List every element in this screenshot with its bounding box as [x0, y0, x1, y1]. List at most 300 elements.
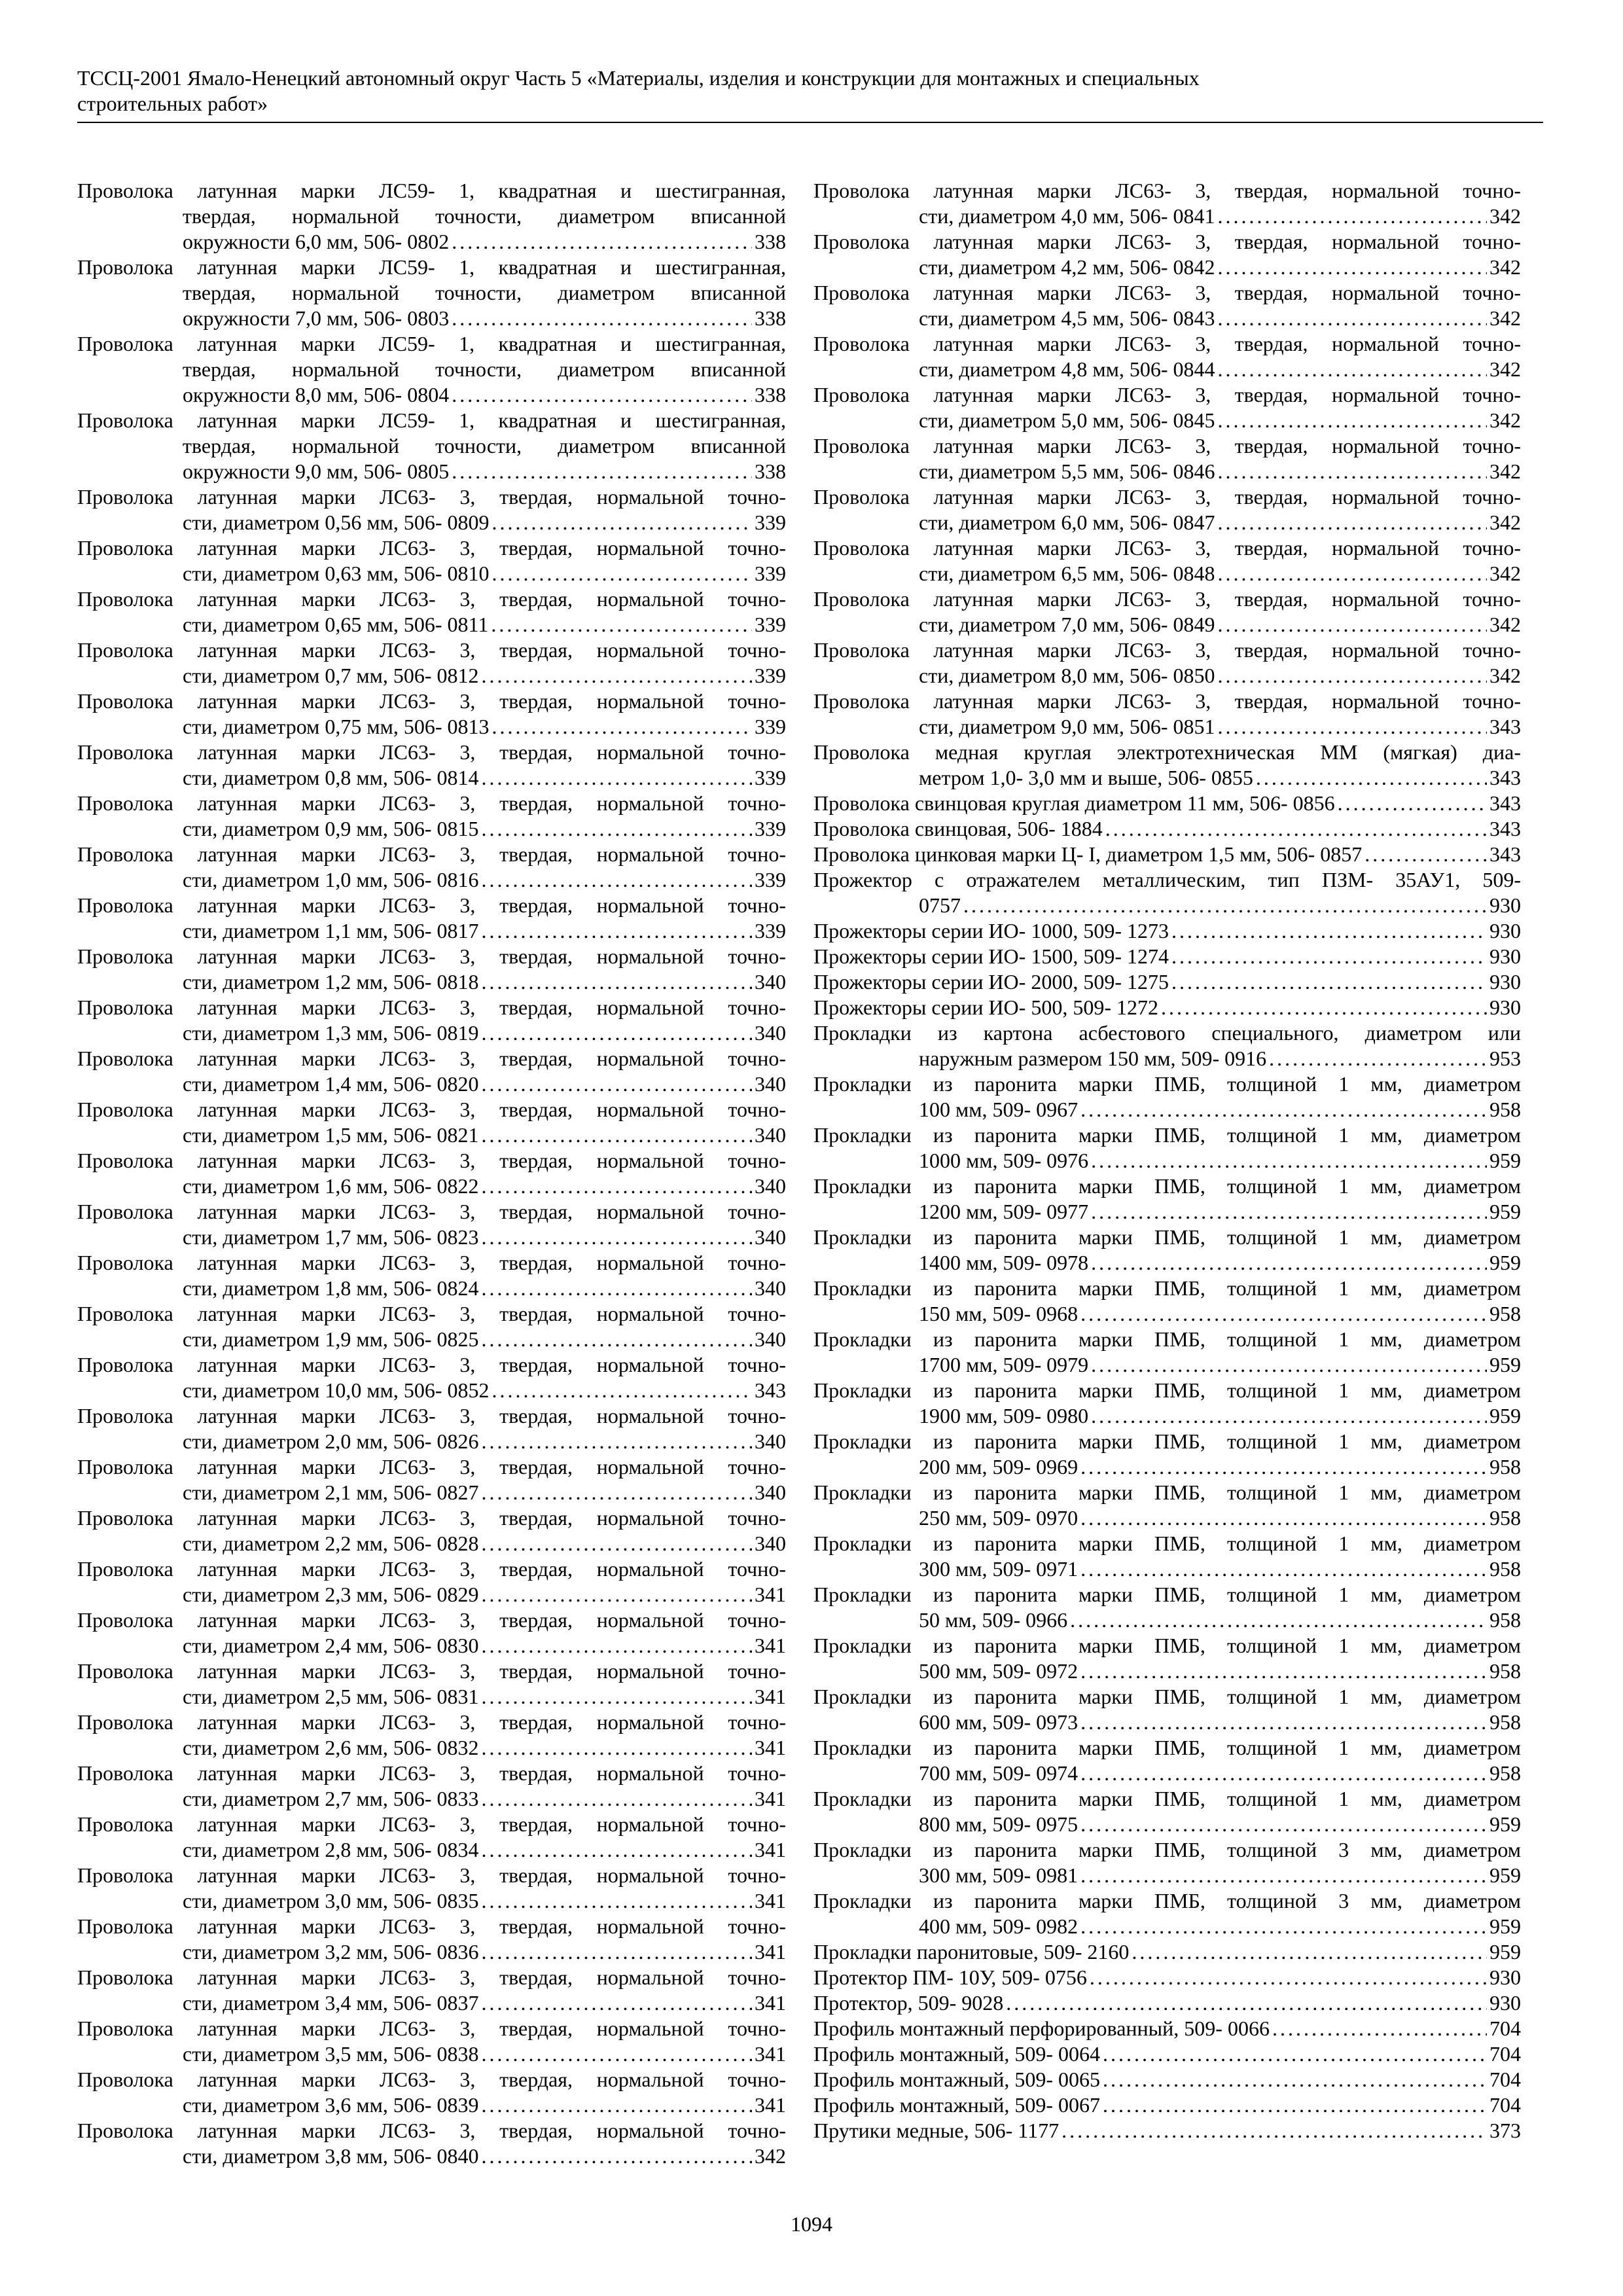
entry-text-line: Проволока латунная марки ЛС63- 3, твердая, нормальной точно- — [77, 1761, 786, 1785]
entry-text: сти, диаметром 0,8 мм, 506- 0814 — [183, 766, 479, 789]
index-entry — [77, 1403, 786, 1454]
entry-text: сти, диаметром 1,6 мм, 506- 0822 — [183, 1174, 479, 1198]
entry-text: сти, диаметром 0,65 мм, 506- 0811 — [183, 613, 489, 636]
index-entry — [813, 1531, 1521, 1582]
entry-page-ref: 341 — [755, 1787, 786, 1810]
dot-leader — [1171, 944, 1487, 969]
entry-last-line — [813, 204, 1521, 229]
dot-leader — [1070, 1607, 1487, 1633]
dot-leader — [1080, 1659, 1487, 1684]
entry-last-line — [813, 918, 1521, 944]
entry-text: 250 мм, 509- 0970 — [919, 1506, 1079, 1530]
entry-text: сти, диаметром 1,9 мм, 506- 0825 — [183, 1327, 479, 1351]
entry-page-ref: 339 — [755, 562, 786, 585]
entry-page-ref: 339 — [755, 919, 786, 942]
entry-text: 1700 мм, 509- 0979 — [919, 1353, 1089, 1376]
entry-text: сти, диаметром 4,0 мм, 506- 0841 — [919, 204, 1215, 228]
entry-page-ref: 342 — [1489, 255, 1521, 279]
index-entry — [77, 484, 786, 535]
entry-last-line — [77, 1122, 786, 1148]
index-entry — [77, 255, 786, 331]
index-entry — [813, 1684, 1521, 1735]
index-entry — [813, 1786, 1521, 1837]
entry-page-ref: 959 — [1489, 1940, 1521, 1964]
entry-text: сти, диаметром 0,56 мм, 506- 0809 — [183, 511, 490, 534]
entry-text-line: Проволока латунная марки ЛС63- 3, твердая, нормальной точно- — [813, 332, 1521, 355]
entry-page-ref: 704 — [1489, 2068, 1521, 2091]
entry-last-line — [77, 612, 786, 637]
entry-text: 1400 мм, 509- 0978 — [919, 1251, 1089, 1274]
dot-leader — [1218, 663, 1487, 689]
entry-page-ref: 342 — [1489, 357, 1521, 381]
index-entry — [813, 1582, 1521, 1633]
dot-leader — [1091, 1403, 1487, 1429]
entry-page-ref: 340 — [755, 1174, 786, 1198]
entry-page-ref: 339 — [755, 766, 786, 789]
entry-page-ref: 342 — [1489, 613, 1521, 636]
index-entry — [813, 1735, 1521, 1786]
dot-leader — [1103, 2041, 1487, 2067]
dot-leader — [482, 1582, 752, 1607]
entry-text: сти, диаметром 1,5 мм, 506- 0821 — [183, 1123, 479, 1147]
dot-leader — [1080, 1812, 1487, 1837]
entry-last-line — [77, 1020, 786, 1046]
dot-leader — [492, 510, 752, 535]
entry-page-ref: 930 — [1489, 919, 1521, 942]
index-entry — [813, 842, 1521, 867]
entry-text-line: твердая, нормальной точности, диаметром вписанной — [183, 281, 786, 304]
entry-page-ref: 342 — [1489, 511, 1521, 534]
entry-last-line — [77, 816, 786, 842]
page-header — [77, 65, 1543, 123]
dot-leader — [482, 1327, 752, 1352]
index-entry — [77, 1659, 786, 1710]
entry-last-line — [77, 1429, 786, 1454]
entry-page-ref: 958 — [1489, 1659, 1521, 1683]
dot-leader — [1218, 357, 1487, 382]
entry-text: сти, диаметром 1,1 мм, 506- 0817 — [183, 919, 479, 942]
index-entry — [77, 791, 786, 842]
entry-text: 800 мм, 509- 0975 — [919, 1812, 1079, 1836]
entry-last-line — [813, 791, 1521, 816]
dot-leader — [491, 612, 752, 637]
entry-last-line — [813, 2016, 1521, 2041]
dot-leader — [482, 1735, 752, 1761]
entry-text: сти, диаметром 2,1 мм, 506- 0827 — [183, 1480, 479, 1504]
dot-leader — [482, 1174, 752, 1199]
dot-leader — [1080, 1097, 1487, 1122]
entry-text-line: Проволока латунная марки ЛС63- 3, твердая, нормальной точно- — [77, 1812, 786, 1836]
header-line-1: ТССЦ-2001 Ямало-Ненецкий автономный округ Часть 5 «Материалы, изделия и конструкции для монтажных и специальных — [77, 66, 1200, 90]
entry-page-ref: 959 — [1489, 1812, 1521, 1836]
entry-text: сти, диаметром 1,0 мм, 506- 0816 — [183, 868, 479, 891]
entry-text-line: Проволока латунная марки ЛС63- 3, твердая, нормальной точно- — [77, 2119, 786, 2142]
entry-text-line: Проволока латунная марки ЛС63- 3, твердая, нормальной точно- — [77, 2068, 786, 2091]
entry-text-line: Проволока латунная марки ЛС63- 3, твердая, нормальной точно- — [77, 996, 786, 1019]
entry-text-line: Прокладки из паронита марки ПМБ, толщиной 1 мм, диаметром — [813, 1378, 1521, 1402]
entry-text-line: Проволока латунная марки ЛС63- 3, твердая, нормальной точно- — [77, 1506, 786, 1530]
entry-page-ref: 340 — [755, 1429, 786, 1453]
entry-page-ref: 959 — [1489, 1251, 1521, 1274]
entry-last-line — [813, 1761, 1521, 1786]
index-entry — [77, 1914, 786, 1965]
entry-page-ref: 959 — [1489, 1404, 1521, 1427]
index-entry — [77, 995, 786, 1046]
entry-page-ref: 341 — [755, 1838, 786, 1861]
dot-leader — [1080, 1505, 1487, 1531]
entry-page-ref: 338 — [755, 383, 786, 406]
entry-last-line — [813, 2118, 1521, 2144]
entry-text-line: Проволока латунная марки ЛС59- 1, квадратная и шестигранная, — [77, 255, 786, 279]
dot-leader — [482, 663, 752, 689]
entry-last-line — [77, 969, 786, 995]
entry-last-line — [813, 510, 1521, 535]
dot-leader — [1269, 1046, 1487, 1071]
entry-text-line: Проволока латунная марки ЛС63- 3, твердая, нормальной точно- — [77, 1455, 786, 1479]
entry-text: Профиль монтажный, 509- 0064 — [813, 2042, 1100, 2066]
entry-text: Прутики медные, 506- 1177 — [813, 2119, 1060, 2142]
entry-text-line: Проволока латунная марки ЛС63- 3, твердая, нормальной точно- — [813, 179, 1521, 202]
entry-last-line — [813, 714, 1521, 740]
entry-last-line — [813, 1352, 1521, 1378]
entry-page-ref: 340 — [755, 970, 786, 994]
entry-last-line — [813, 1046, 1521, 1071]
entry-page-ref: 343 — [1489, 715, 1521, 738]
index-entry — [77, 1199, 786, 1250]
entry-last-line — [77, 382, 786, 408]
entry-page-ref: 339 — [755, 613, 786, 636]
entry-last-line — [813, 995, 1521, 1020]
dot-leader — [482, 1531, 752, 1556]
entry-page-ref: 959 — [1489, 1914, 1521, 1938]
entry-last-line — [813, 2092, 1521, 2118]
index-entry — [77, 1607, 786, 1659]
entry-text-line: Прокладки из картона асбестового специального, диаметром или — [813, 1021, 1521, 1045]
entry-page-ref: 930 — [1489, 1991, 1521, 2015]
dot-leader — [1080, 1556, 1487, 1582]
entry-text: сти, диаметром 3,4 мм, 506- 0837 — [183, 1991, 479, 2015]
dot-leader — [1091, 1352, 1487, 1378]
entry-last-line — [77, 2092, 786, 2118]
entry-text: сти, диаметром 1,3 мм, 506- 0819 — [183, 1021, 479, 1045]
entry-text-line: Проволока латунная марки ЛС63- 3, твердая, нормальной точно- — [77, 1098, 786, 1121]
entry-last-line — [813, 944, 1521, 969]
entry-text: окружности 8,0 мм, 506- 0804 — [183, 383, 450, 406]
entry-text: окружности 7,0 мм, 506- 0803 — [183, 306, 450, 330]
index-entry — [77, 637, 786, 689]
entry-text: 150 мм, 509- 0968 — [919, 1302, 1079, 1325]
dot-leader — [1090, 1965, 1487, 1990]
dot-leader — [482, 1429, 752, 1454]
index-entry — [813, 2067, 1521, 2092]
entry-page-ref: 343 — [1489, 817, 1521, 840]
entry-text-line: Проволока латунная марки ЛС63- 3, твердая, нормальной точно- — [77, 1047, 786, 1070]
entry-page-ref: 338 — [755, 230, 786, 253]
index-entry — [77, 535, 786, 586]
dot-leader — [1080, 1710, 1487, 1735]
dot-leader — [482, 816, 752, 842]
entry-last-line — [813, 1863, 1521, 1888]
entry-text: Профиль монтажный перфорированный, 509- 0066 — [813, 2017, 1270, 2040]
dot-leader — [492, 714, 752, 740]
dot-leader — [1091, 1199, 1487, 1225]
index-entry — [813, 791, 1521, 816]
index-entry — [77, 740, 786, 791]
entry-last-line — [813, 255, 1521, 280]
entry-text-line: Проволока латунная марки ЛС63- 3, твердая, нормальной точно- — [813, 638, 1521, 662]
entry-last-line — [77, 459, 786, 484]
entry-text-line: Проволока латунная марки ЛС63- 3, твердая, нормальной точно- — [813, 434, 1521, 457]
index-entry — [813, 331, 1521, 382]
dot-leader — [492, 561, 752, 586]
dot-leader — [482, 1225, 752, 1250]
entry-text-line: Проволока латунная марки ЛС63- 3, твердая, нормальной точно- — [813, 485, 1521, 509]
entry-text: сти, диаметром 9,0 мм, 506- 0851 — [919, 715, 1215, 738]
entry-last-line — [813, 2041, 1521, 2067]
entry-last-line — [813, 2067, 1521, 2092]
entry-text: Проволока свинцовая, 506- 1884 — [813, 817, 1103, 840]
entry-text: окружности 9,0 мм, 506- 0805 — [183, 459, 450, 483]
dot-leader — [482, 1684, 752, 1710]
entry-page-ref: 373 — [1489, 2119, 1521, 2142]
entry-text-line: Проволока латунная марки ЛС63- 3, твердая, нормальной точно- — [813, 230, 1521, 253]
index-entry — [77, 1812, 786, 1863]
entry-text: сти, диаметром 4,8 мм, 506- 0844 — [919, 357, 1215, 381]
entry-text: сти, диаметром 2,6 мм, 506- 0832 — [183, 1736, 479, 1759]
entry-page-ref: 704 — [1489, 2093, 1521, 2117]
index-entry — [813, 535, 1521, 586]
entry-page-ref: 338 — [755, 459, 786, 483]
entry-last-line — [813, 816, 1521, 842]
index-entry — [813, 1888, 1521, 1939]
index-entry — [77, 408, 786, 484]
entry-text-line: Проволока латунная марки ЛС63- 3, твердая, нормальной точно- — [813, 587, 1521, 611]
dot-leader — [1218, 612, 1487, 637]
index-entry — [813, 229, 1521, 280]
entry-text-line: Проволока латунная марки ЛС63- 3, твердая, нормальной точно- — [77, 1251, 786, 1274]
entry-text-line: Прокладки из паронита марки ПМБ, толщиной 1 мм, диаметром — [813, 1072, 1521, 1096]
entry-text: Прожекторы серии ИО- 2000, 509- 1275 — [813, 970, 1169, 994]
entry-last-line — [813, 1454, 1521, 1480]
entry-text: Прожекторы серии ИО- 500, 509- 1272 — [813, 996, 1158, 1019]
entry-page-ref: 342 — [1489, 562, 1521, 585]
entry-last-line — [813, 306, 1521, 331]
entry-text-line: Проволока латунная марки ЛС59- 1, квадратная и шестигранная, — [77, 332, 786, 355]
index-entry — [77, 1505, 786, 1556]
index-entry — [813, 1020, 1521, 1071]
dot-leader — [1105, 816, 1487, 842]
index-entry — [77, 2016, 786, 2067]
entry-page-ref: 340 — [755, 1021, 786, 1045]
index-entry — [77, 1965, 786, 2016]
page-number: 1094 — [791, 2212, 832, 2236]
entry-last-line — [77, 663, 786, 689]
entry-page-ref: 704 — [1489, 2042, 1521, 2066]
entry-text: сти, диаметром 2,3 мм, 506- 0829 — [183, 1583, 479, 1606]
entry-text-line: Проволока латунная марки ЛС63- 3, твердая, нормальной точно- — [813, 689, 1521, 713]
entry-last-line — [77, 561, 786, 586]
entry-text-line: Проволока латунная марки ЛС63- 3, твердая, нормальной точно- — [77, 536, 786, 560]
entry-last-line — [77, 1939, 786, 1965]
index-entry — [813, 2092, 1521, 2118]
entry-text: сти, диаметром 3,8 мм, 506- 0840 — [183, 2144, 479, 2168]
index-entry — [77, 1710, 786, 1761]
dot-leader — [482, 1939, 752, 1965]
index-entry — [77, 1097, 786, 1148]
index-entry — [813, 382, 1521, 433]
entry-text: сти, диаметром 5,0 мм, 506- 0845 — [919, 408, 1215, 432]
entry-page-ref: 338 — [755, 306, 786, 330]
dot-leader — [1080, 1454, 1487, 1480]
entry-last-line — [813, 969, 1521, 995]
entry-page-ref: 930 — [1489, 893, 1521, 917]
entry-page-ref: 340 — [755, 1123, 786, 1147]
entry-text: сти, диаметром 2,8 мм, 506- 0834 — [183, 1838, 479, 1861]
entry-text: сти, диаметром 3,6 мм, 506- 0839 — [183, 2093, 479, 2117]
entry-text-line: твердая, нормальной точности, диаметром вписанной — [183, 434, 786, 457]
entry-page-ref: 341 — [755, 1634, 786, 1657]
entry-text-line: Прокладки из паронита марки ПМБ, толщиной 1 мм, диаметром — [813, 1583, 1521, 1606]
entry-text: сти, диаметром 1,8 мм, 506- 0824 — [183, 1276, 479, 1300]
entry-last-line — [77, 1633, 786, 1659]
entry-last-line — [77, 1837, 786, 1863]
entry-text: сти, диаметром 6,5 мм, 506- 0848 — [919, 562, 1215, 585]
index-entry — [813, 944, 1521, 969]
dot-leader — [1364, 842, 1487, 867]
entry-last-line — [813, 1505, 1521, 1531]
dot-leader — [1080, 1301, 1487, 1327]
entry-page-ref: 958 — [1489, 1557, 1521, 1581]
entry-last-line — [813, 1199, 1521, 1225]
entry-last-line — [77, 918, 786, 944]
index-entry — [77, 1046, 786, 1097]
entry-text-line: твердая, нормальной точности, диаметром вписанной — [183, 357, 786, 381]
index-entry — [77, 586, 786, 637]
entry-last-line — [813, 893, 1521, 918]
index-entry — [813, 1990, 1521, 2016]
entry-text: метром 1,0- 3,0 мм и выше, 506- 0855 — [919, 766, 1253, 789]
dot-leader — [1080, 1761, 1487, 1786]
entry-text: Протектор ПМ- 10У, 509- 0756 — [813, 1965, 1087, 1989]
index-entry — [77, 1454, 786, 1505]
index-entry — [813, 689, 1521, 740]
index-entry — [77, 1352, 786, 1403]
index-entry — [813, 433, 1521, 484]
entry-last-line — [813, 1148, 1521, 1174]
entry-last-line — [813, 1659, 1521, 1684]
index-entry — [813, 1327, 1521, 1378]
entry-last-line — [77, 1888, 786, 1914]
dot-leader — [1218, 459, 1487, 484]
entry-text-line: Проволока латунная марки ЛС63- 3, твердая, нормальной точно- — [77, 638, 786, 662]
index-entry — [813, 867, 1521, 918]
index-entry — [77, 1250, 786, 1301]
entry-text-line: Проволока латунная марки ЛС63- 3, твердая, нормальной точно- — [813, 281, 1521, 304]
dot-leader — [482, 2144, 752, 2169]
entry-page-ref: 342 — [1489, 306, 1521, 330]
entry-text-line: Проволока латунная марки ЛС63- 3, твердая, нормальной точно- — [77, 1710, 786, 1734]
dot-leader — [1218, 714, 1487, 740]
entry-text-line: Прокладки из паронита марки ПМБ, толщиной 1 мм, диаметром — [813, 1532, 1521, 1555]
dot-leader — [1061, 2118, 1487, 2144]
entry-last-line — [77, 2041, 786, 2067]
entry-page-ref: 958 — [1489, 1455, 1521, 1479]
entry-text: 600 мм, 509- 0973 — [919, 1710, 1079, 1734]
dot-leader — [482, 1888, 752, 1914]
dot-leader — [482, 918, 752, 944]
entry-last-line — [813, 1939, 1521, 1965]
index-entry — [77, 893, 786, 944]
entry-text-line: Прокладки из паронита марки ПМБ, толщиной 3 мм, диаметром — [813, 1889, 1521, 1912]
entry-text-line: Прокладки из паронита марки ПМБ, толщиной 1 мм, диаметром — [813, 1480, 1521, 1504]
entry-page-ref: 930 — [1489, 996, 1521, 1019]
index-entry — [813, 1225, 1521, 1276]
dot-leader — [1256, 765, 1487, 791]
entry-text-line: Проволока латунная марки ЛС63- 3, твердая, нормальной точно- — [77, 1659, 786, 1683]
dot-leader — [1091, 1250, 1487, 1276]
dot-leader — [482, 1837, 752, 1863]
entry-page-ref: 341 — [755, 1583, 786, 1606]
entry-last-line — [813, 1710, 1521, 1735]
dot-leader — [1103, 2092, 1487, 2118]
entry-page-ref: 340 — [755, 1532, 786, 1555]
index-column-right — [813, 178, 1521, 2144]
entry-text: сти, диаметром 2,0 мм, 506- 0826 — [183, 1429, 479, 1453]
entry-last-line — [813, 1097, 1521, 1122]
entry-text: сти, диаметром 2,5 мм, 506- 0831 — [183, 1685, 479, 1708]
dot-leader — [492, 1378, 752, 1403]
dot-leader — [1338, 791, 1487, 816]
entry-text: сти, диаметром 1,4 мм, 506- 0820 — [183, 1072, 479, 1096]
index-entry — [813, 2016, 1521, 2041]
entry-page-ref: 959 — [1489, 1149, 1521, 1172]
index-entry — [77, 1761, 786, 1812]
entry-text-line: Проволока латунная марки ЛС63- 3, твердая, нормальной точно- — [77, 842, 786, 866]
entry-text: сти, диаметром 4,5 мм, 506- 0843 — [919, 306, 1215, 330]
entry-text-line: Проволока латунная марки ЛС63- 3, твердая, нормальной точно- — [77, 1200, 786, 1223]
entry-text: сти, диаметром 7,0 мм, 506- 0849 — [919, 613, 1215, 636]
dot-leader — [482, 1480, 752, 1505]
entry-last-line — [77, 1225, 786, 1250]
entry-last-line — [77, 1990, 786, 2016]
entry-page-ref: 340 — [755, 1276, 786, 1300]
index-entry — [813, 918, 1521, 944]
entry-page-ref: 341 — [755, 1685, 786, 1708]
entry-last-line — [813, 1990, 1521, 2016]
entry-last-line — [77, 1276, 786, 1301]
entry-page-ref: 959 — [1489, 1200, 1521, 1223]
entry-text-line: Проволока латунная марки ЛС63- 3, твердая, нормальной точно- — [813, 536, 1521, 560]
entry-page-ref: 341 — [755, 1736, 786, 1759]
dot-leader — [1171, 969, 1487, 995]
entry-page-ref: 958 — [1489, 1098, 1521, 1121]
entry-page-ref: 340 — [755, 1480, 786, 1504]
dot-leader — [1171, 918, 1487, 944]
entry-last-line — [813, 765, 1521, 791]
entry-text: сти, диаметром 0,63 мм, 506- 0810 — [183, 562, 490, 585]
entry-text-line: Прокладки из паронита марки ПМБ, толщиной 1 мм, диаметром — [813, 1174, 1521, 1198]
index-entry — [813, 1276, 1521, 1327]
entry-text-line: Прокладки из паронита марки ПМБ, толщиной 1 мм, диаметром — [813, 1685, 1521, 1708]
entry-last-line — [77, 765, 786, 791]
dot-leader — [1132, 1939, 1487, 1965]
index-entry — [813, 1965, 1521, 1990]
entry-last-line — [813, 1250, 1521, 1276]
entry-last-line — [813, 842, 1521, 867]
entry-page-ref: 959 — [1489, 1863, 1521, 1887]
entry-text: сти, диаметром 2,4 мм, 506- 0830 — [183, 1634, 479, 1657]
entry-text-line: твердая, нормальной точности, диаметром вписанной — [183, 204, 786, 228]
